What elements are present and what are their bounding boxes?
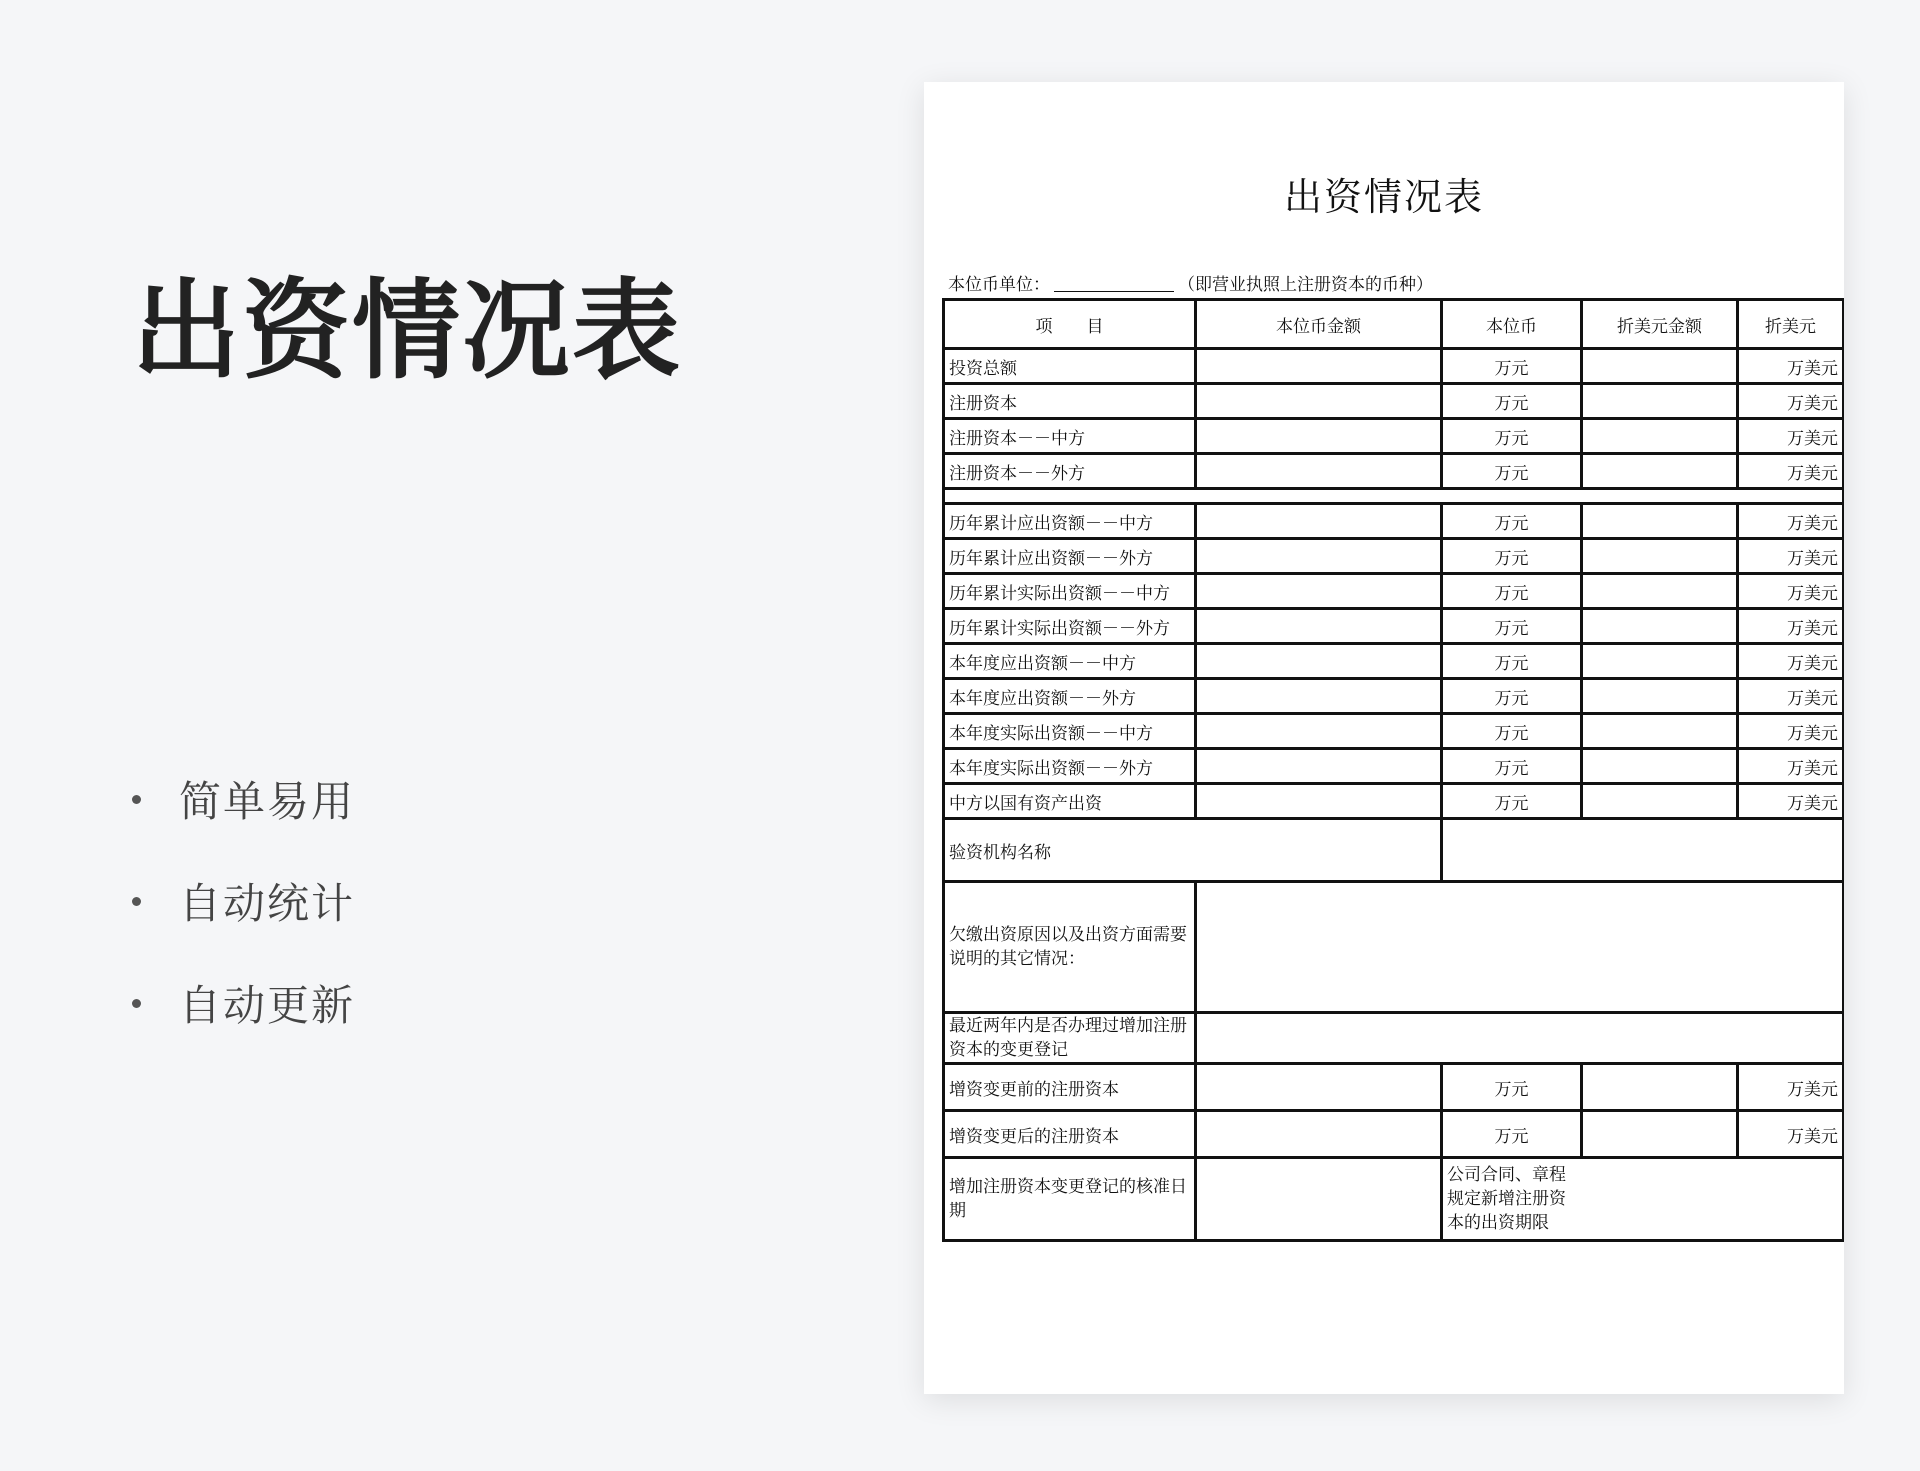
- document-preview: [924, 82, 1844, 1394]
- feature-item: [132, 952, 355, 1054]
- usd-unit-cell: 万美元: [1738, 609, 1844, 644]
- row-label: 本年度实际出资额－－中方: [944, 714, 1196, 749]
- verify-org-cell[interactable]: [1442, 819, 1844, 882]
- local-amount-cell[interactable]: [1196, 1111, 1442, 1158]
- feature-list: [132, 748, 355, 1054]
- local-unit-cell: 万元: [1442, 504, 1582, 539]
- table-row: [944, 504, 1844, 539]
- document-title: 出资情况表: [1283, 175, 1484, 219]
- capital-contribution-table: [942, 298, 1844, 1242]
- header-usd: 折美元: [1738, 300, 1844, 349]
- usd-amount-cell[interactable]: [1582, 749, 1738, 784]
- local-unit-cell: 万元: [1442, 679, 1582, 714]
- row-label: 增资变更后的注册资本: [944, 1111, 1196, 1158]
- local-unit-cell: 万元: [1442, 349, 1582, 384]
- row-label: 增加注册资本变更登记的核准日期: [944, 1158, 1196, 1241]
- usd-amount-cell[interactable]: [1582, 714, 1738, 749]
- local-unit-cell: 万元: [1442, 714, 1582, 749]
- row-label: 注册资本－－中方: [944, 419, 1196, 454]
- local-unit-cell: 万元: [1442, 539, 1582, 574]
- arrears-reason-cell[interactable]: [1196, 882, 1844, 1013]
- local-amount-cell[interactable]: [1196, 1064, 1442, 1111]
- table-row: [944, 644, 1844, 679]
- usd-amount-cell[interactable]: [1582, 349, 1738, 384]
- usd-unit-cell: 万美元: [1738, 539, 1844, 574]
- local-amount-cell[interactable]: [1196, 574, 1442, 609]
- local-unit-cell: 万元: [1442, 609, 1582, 644]
- row-label: 最近两年内是否办理过增加注册资本的变更登记: [944, 1013, 1196, 1064]
- usd-amount-cell[interactable]: [1582, 419, 1738, 454]
- local-amount-cell[interactable]: [1196, 349, 1442, 384]
- table-row: [944, 1158, 1844, 1241]
- table-row: [944, 819, 1844, 882]
- row-label: 历年累计实际出资额－－外方: [944, 609, 1196, 644]
- local-unit-cell: 万元: [1442, 384, 1582, 419]
- local-amount-cell[interactable]: [1196, 454, 1442, 489]
- usd-unit-cell: 万美元: [1738, 1111, 1844, 1158]
- row-label: 注册资本－－外方: [944, 454, 1196, 489]
- approval-date-cell[interactable]: [1196, 1158, 1442, 1241]
- bullet-icon: [132, 897, 141, 906]
- row-label: 历年累计实际出资额－－中方: [944, 574, 1196, 609]
- table-row: [944, 1013, 1844, 1064]
- table-row: [944, 384, 1844, 419]
- table-row: [944, 784, 1844, 819]
- recent-increase-cell[interactable]: [1196, 1013, 1844, 1064]
- usd-unit-cell: 万美元: [1738, 384, 1844, 419]
- usd-amount-cell[interactable]: [1582, 539, 1738, 574]
- usd-amount-cell[interactable]: [1582, 504, 1738, 539]
- table-header-row: [944, 300, 1844, 349]
- spacer-cell: [944, 489, 1844, 504]
- usd-amount-cell[interactable]: [1582, 784, 1738, 819]
- contract-term-cell[interactable]: [1582, 1158, 1844, 1241]
- header-local-amount: 本位币金额: [1196, 300, 1442, 349]
- usd-unit-cell: 万美元: [1738, 504, 1844, 539]
- local-unit-cell: 万元: [1442, 1111, 1582, 1158]
- row-label: 注册资本: [944, 384, 1196, 419]
- currency-unit-blank: [1054, 291, 1174, 292]
- local-unit-cell: 万元: [1442, 454, 1582, 489]
- usd-amount-cell[interactable]: [1582, 679, 1738, 714]
- row-label: 历年累计应出资额－－外方: [944, 539, 1196, 574]
- row-label: 投资总额: [944, 349, 1196, 384]
- usd-amount-cell[interactable]: [1582, 384, 1738, 419]
- table-spacer-row: [944, 489, 1844, 504]
- local-unit-cell: 万元: [1442, 419, 1582, 454]
- currency-unit-note: （即营业执照上注册资本的币种）: [1178, 275, 1433, 295]
- table-row: [944, 1111, 1844, 1158]
- table-row: [944, 882, 1844, 1013]
- usd-unit-cell: 万美元: [1738, 644, 1844, 679]
- local-amount-cell[interactable]: [1196, 539, 1442, 574]
- row-label: 中方以国有资产出资: [944, 784, 1196, 819]
- usd-amount-cell[interactable]: [1582, 644, 1738, 679]
- table-row: [944, 349, 1844, 384]
- usd-amount-cell[interactable]: [1582, 1111, 1738, 1158]
- feature-label: 简单易用: [179, 777, 356, 826]
- usd-unit-cell: 万美元: [1738, 714, 1844, 749]
- row-label: 欠缴出资原因以及出资方面需要说明的其它情况：: [944, 882, 1196, 1013]
- usd-amount-cell[interactable]: [1582, 454, 1738, 489]
- table-row: [944, 749, 1844, 784]
- local-unit-cell: 万元: [1442, 574, 1582, 609]
- bullet-icon: [132, 795, 141, 804]
- row-label: 本年度应出资额－－外方: [944, 679, 1196, 714]
- row-label: 本年度实际出资额－－外方: [944, 749, 1196, 784]
- usd-unit-cell: 万美元: [1738, 1064, 1844, 1111]
- table-row: [944, 574, 1844, 609]
- table-row: [944, 679, 1844, 714]
- row-label: 本年度应出资额－－中方: [944, 644, 1196, 679]
- local-amount-cell[interactable]: [1196, 714, 1442, 749]
- row-label: 增资变更前的注册资本: [944, 1064, 1196, 1111]
- usd-amount-cell[interactable]: [1582, 574, 1738, 609]
- row-label: 验资机构名称: [944, 819, 1442, 882]
- local-unit-cell: 万元: [1442, 644, 1582, 679]
- table-row: [944, 454, 1844, 489]
- feature-item: [132, 850, 355, 952]
- header-usd-amount: 折美元金额: [1582, 300, 1738, 349]
- local-amount-cell[interactable]: [1196, 419, 1442, 454]
- bullet-icon: [132, 999, 141, 1008]
- header-local-currency: 本位币: [1442, 300, 1582, 349]
- table-row: [944, 419, 1844, 454]
- local-unit-cell: 万元: [1442, 749, 1582, 784]
- local-amount-cell[interactable]: [1196, 784, 1442, 819]
- table-row: [944, 609, 1844, 644]
- local-amount-cell[interactable]: [1196, 504, 1442, 539]
- usd-amount-cell[interactable]: [1582, 609, 1738, 644]
- local-amount-cell[interactable]: [1196, 679, 1442, 714]
- usd-unit-cell: 万美元: [1738, 574, 1844, 609]
- currency-unit-label: 本位币单位：: [948, 275, 1050, 295]
- local-amount-cell[interactable]: [1196, 749, 1442, 784]
- usd-unit-cell: 万美元: [1738, 679, 1844, 714]
- local-amount-cell[interactable]: [1196, 384, 1442, 419]
- header-item: 项 目: [944, 300, 1196, 349]
- currency-unit-line: [948, 270, 1433, 295]
- row-label: 历年累计应出资额－－中方: [944, 504, 1196, 539]
- table-row: [944, 1064, 1844, 1111]
- hero-title: 出资情况表: [132, 269, 683, 394]
- usd-unit-cell: 万美元: [1738, 349, 1844, 384]
- contract-term-label: 公司合同、章程规定新增注册资本的出资期限: [1442, 1158, 1582, 1241]
- usd-unit-cell: 万美元: [1738, 419, 1844, 454]
- usd-unit-cell: 万美元: [1738, 749, 1844, 784]
- table-row: [944, 539, 1844, 574]
- feature-label: 自动统计: [179, 879, 356, 928]
- feature-item: [132, 748, 355, 850]
- usd-unit-cell: 万美元: [1738, 784, 1844, 819]
- feature-label: 自动更新: [179, 981, 356, 1030]
- local-amount-cell[interactable]: [1196, 609, 1442, 644]
- local-amount-cell[interactable]: [1196, 644, 1442, 679]
- local-unit-cell: 万元: [1442, 1064, 1582, 1111]
- usd-amount-cell[interactable]: [1582, 1064, 1738, 1111]
- table-row: [944, 714, 1844, 749]
- local-unit-cell: 万元: [1442, 784, 1582, 819]
- usd-unit-cell: 万美元: [1738, 454, 1844, 489]
